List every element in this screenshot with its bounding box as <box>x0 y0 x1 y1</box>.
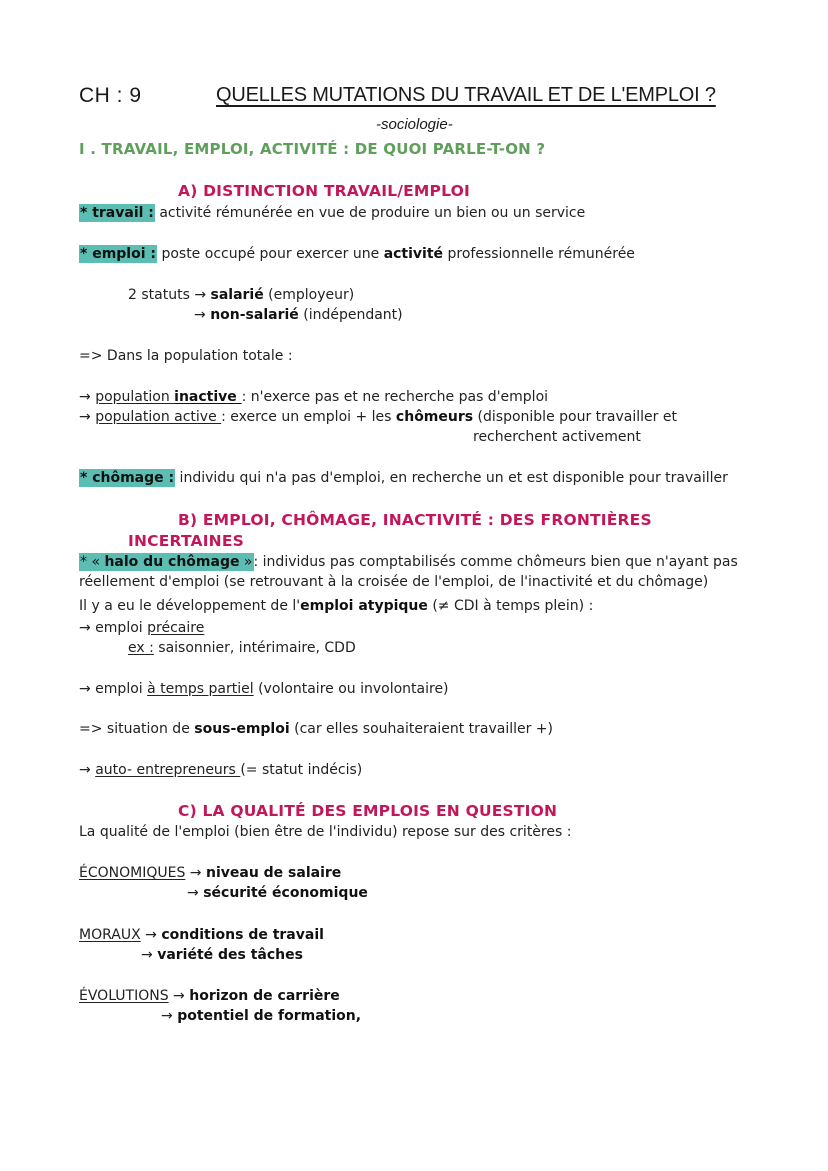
bold-term: variété des tâches <box>157 947 303 963</box>
bold-term: halo du chômage <box>104 554 240 570</box>
chapter-label: CH : 9 <box>79 84 142 107</box>
population-active-continued: recherchent activement <box>473 429 641 445</box>
definition-text: professionnelle rémunérée <box>443 246 635 262</box>
term-chomage: * chômage : <box>80 470 175 486</box>
emploi-precaire-line <box>79 620 204 636</box>
underlined-term: auto- entrepreneurs <box>95 762 241 778</box>
example-line <box>128 640 356 656</box>
bold-term: potentiel de formation, <box>177 1008 362 1024</box>
underlined-term: population <box>95 389 175 405</box>
page-title: QUELLES MUTATIONS DU TRAVAIL ET DE L'EMPLOI ? <box>216 84 716 106</box>
underlined-term: précaire <box>147 620 205 636</box>
text: => situation de <box>79 721 195 737</box>
arrow-icon: → <box>141 947 158 963</box>
text: (employeur) <box>263 287 355 303</box>
arrow-icon: → <box>140 927 162 943</box>
statut-line-2 <box>194 307 403 323</box>
page-subtitle: -sociologie- <box>376 116 453 133</box>
term-emploi: * emploi : <box>80 246 156 262</box>
bold-term: conditions de travail <box>161 927 324 943</box>
bold-term: chômeurs <box>395 409 474 425</box>
definition-halo <box>79 554 738 570</box>
text: → <box>194 307 211 323</box>
subsection-a-heading: A) DISTINCTION TRAVAIL/EMPLOI <box>178 182 470 200</box>
definition-text: : individus pas comptabilisés comme chômeurs bien que n'ayant pas <box>253 554 738 570</box>
subsection-b-heading-continued: INCERTAINES <box>128 532 244 550</box>
definition-chomage <box>79 470 728 486</box>
bold-term: emploi atypique <box>300 598 428 614</box>
quality-intro: La qualité de l'emploi (bien être de l'individu) repose sur des critères : <box>79 824 572 840</box>
text: (= statut indécis) <box>240 762 363 778</box>
auto-entrepreneurs-line <box>79 762 362 778</box>
text: → emploi <box>79 620 148 636</box>
text: (indépendant) <box>298 307 403 323</box>
arrow-icon: → <box>187 885 204 901</box>
term-travail: * travail : <box>80 205 154 221</box>
text: : exerce un emploi + les <box>221 409 396 425</box>
bold-term: activité <box>383 246 444 262</box>
text: → <box>79 409 96 425</box>
arrow-icon: → <box>168 988 190 1004</box>
section-1-heading: I . TRAVAIL, EMPLOI, ACTIVITÉ : DE QUOI PARLE-T-ON ? <box>79 140 546 158</box>
text: (car elles souhaiteraient travailler +) <box>289 721 553 737</box>
text: saisonnier, intérimaire, CDD <box>153 640 356 656</box>
criteria-evolutions-2 <box>161 1008 361 1024</box>
bold-term: sécurité économique <box>203 885 368 901</box>
text: → <box>79 389 96 405</box>
text: (volontaire ou involontaire) <box>253 681 449 697</box>
bold-term: sous-emploi <box>194 721 290 737</box>
definition-text: activité rémunérée en vue de produire un bien ou un service <box>154 205 586 221</box>
underlined-term: ex : <box>128 640 154 656</box>
text: » <box>239 554 253 570</box>
text: (≠ CDI à temps plein) : <box>427 598 594 614</box>
text: (disponible pour travailler et <box>473 409 677 425</box>
text: 2 statuts → <box>128 287 211 303</box>
underlined-bold-term: inactive <box>174 389 242 405</box>
underlined-term: population active <box>95 409 222 425</box>
bold-term: niveau de salaire <box>205 865 342 881</box>
subsection-c-heading: C) LA QUALITÉ DES EMPLOIS EN QUESTION <box>178 802 558 820</box>
bold-term: non-salarié <box>210 307 299 323</box>
text: * « <box>80 554 105 570</box>
definition-text: poste occupé pour exercer une <box>157 246 384 262</box>
underlined-term: à temps partiel <box>147 681 254 697</box>
term-halo <box>79 553 254 571</box>
bold-term: salarié <box>210 287 264 303</box>
definition-emploi <box>79 246 635 262</box>
subsection-b-heading: B) EMPLOI, CHÔMAGE, INACTIVITÉ : DES FRONTIÈRES <box>178 511 652 529</box>
bold-term: horizon de carrière <box>189 988 340 1004</box>
definition-travail <box>79 205 585 221</box>
arrow-icon: → <box>185 865 206 881</box>
definition-halo-continued: réellement d'emploi (se retrouvant à la croisée de l'emploi, de l'inactivité et du chômage) <box>79 574 709 590</box>
text: → emploi <box>79 681 148 697</box>
criteria-economiques <box>79 865 341 881</box>
temps-partiel-line <box>79 681 449 697</box>
population-active-line <box>79 409 677 425</box>
population-intro: => Dans la population totale : <box>79 348 293 364</box>
text: → <box>79 762 96 778</box>
criteria-economiques-2 <box>187 885 368 901</box>
population-inactive-line <box>79 389 548 405</box>
criteria-evolutions <box>79 988 340 1004</box>
arrow-icon: → <box>161 1008 178 1024</box>
text: : n'exerce pas et ne recherche pas d'emploi <box>241 389 549 405</box>
text: Il y a eu le développement de l' <box>79 598 301 614</box>
sous-emploi-line <box>79 721 553 737</box>
definition-text: individu qui n'a pas d'emploi, en recherche un et est disponible pour travailler <box>175 470 728 486</box>
criteria-label: ÉCONOMIQUES <box>79 865 186 881</box>
criteria-moraux <box>79 927 324 943</box>
criteria-moraux-2 <box>141 947 303 963</box>
criteria-label: ÉVOLUTIONS <box>79 988 169 1004</box>
criteria-label: MORAUX <box>79 927 141 943</box>
emploi-atypique-line <box>79 598 593 614</box>
statut-line-1 <box>128 287 354 303</box>
